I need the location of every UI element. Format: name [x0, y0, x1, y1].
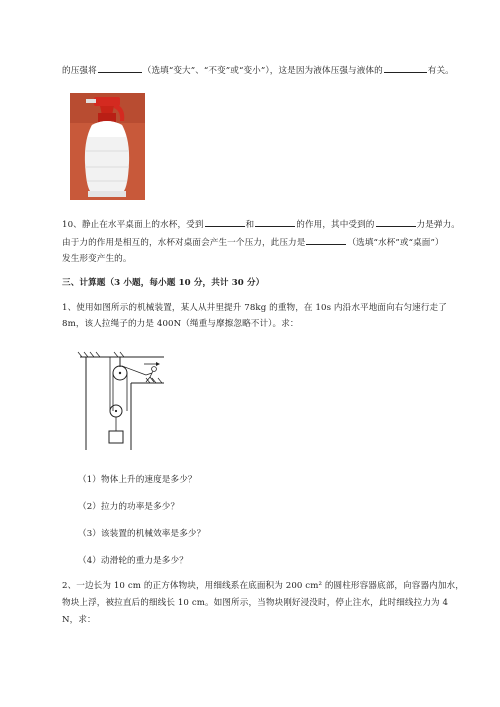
- q10-line-3: 发生形变产生的。: [62, 254, 132, 264]
- q1-line-2: 8m，该人拉绳子的力是 400N（绳重与摩擦忽略不计）。求：: [62, 319, 299, 329]
- q10-text-d: 力是弹力。: [416, 220, 460, 230]
- section-title: 三、计算题（3 小题，每小题 10 分，共计 30 分）: [62, 278, 265, 288]
- spray-bottle-illustration: [70, 93, 145, 200]
- answer-blank: [306, 235, 346, 245]
- q10-line-2: [62, 235, 444, 249]
- answer-blank: [255, 217, 295, 227]
- answer-blank: [98, 63, 142, 73]
- pulley-diagram: [66, 345, 176, 455]
- q1-sub-2: （2）拉力的功率是多少？: [78, 502, 180, 512]
- q1-sub-3: （3）该装置的机械效率是多少？: [78, 529, 206, 539]
- q9-text-b: （选填“变大”、“不变”或“变小”），这是因为液体压强与液体的: [142, 66, 383, 76]
- pulley-figure: [66, 345, 176, 459]
- q10-text-b: 和: [245, 220, 255, 230]
- q1-sub-1: （1）物体上升的速度是多少？: [78, 475, 197, 485]
- q1-sub-4: （4）动滑轮的重力是多少？: [78, 556, 188, 566]
- q9-text-c: 有关。: [427, 66, 454, 76]
- q9-text-a: 的压强将: [62, 66, 97, 76]
- spray-bottle-photo: [70, 93, 145, 200]
- q10-text-f: （选填“水杯”或“桌面”）: [347, 238, 444, 248]
- q10-text-a: 10、静止在水平桌面上的水杯，受到: [62, 220, 204, 230]
- answer-blank: [205, 217, 245, 227]
- q10-text-c: 的作用，其中受到的: [296, 220, 375, 230]
- answer-blank: [384, 63, 427, 73]
- q10-text-e: 由于力的作用是相互的，水杯对桌面会产生一个压力，此压力是: [62, 238, 306, 248]
- answer-blank: [376, 217, 416, 227]
- q2-line-2: 物块上浮，被拉直后的细线长 10 cm。如图所示，当物块刚好浸没时，停止注水，此时细线拉力为 4: [62, 598, 449, 608]
- q9-line-1: [62, 63, 454, 77]
- q1-line-1: 1、使用如图所示的机械装置，某人从井里提升 78kg 的重物，在 10s 内沿水平地面向右匀速行走了: [62, 303, 447, 313]
- q2-line-3: N，求：: [62, 615, 96, 625]
- q2-line-1: 2、一边长为 10 cm 的正方体物块，用细线系在底面积为 200 cm² 的圆柱形容器底部，向容器内加水，: [62, 581, 464, 591]
- q10-line-1: [62, 217, 460, 231]
